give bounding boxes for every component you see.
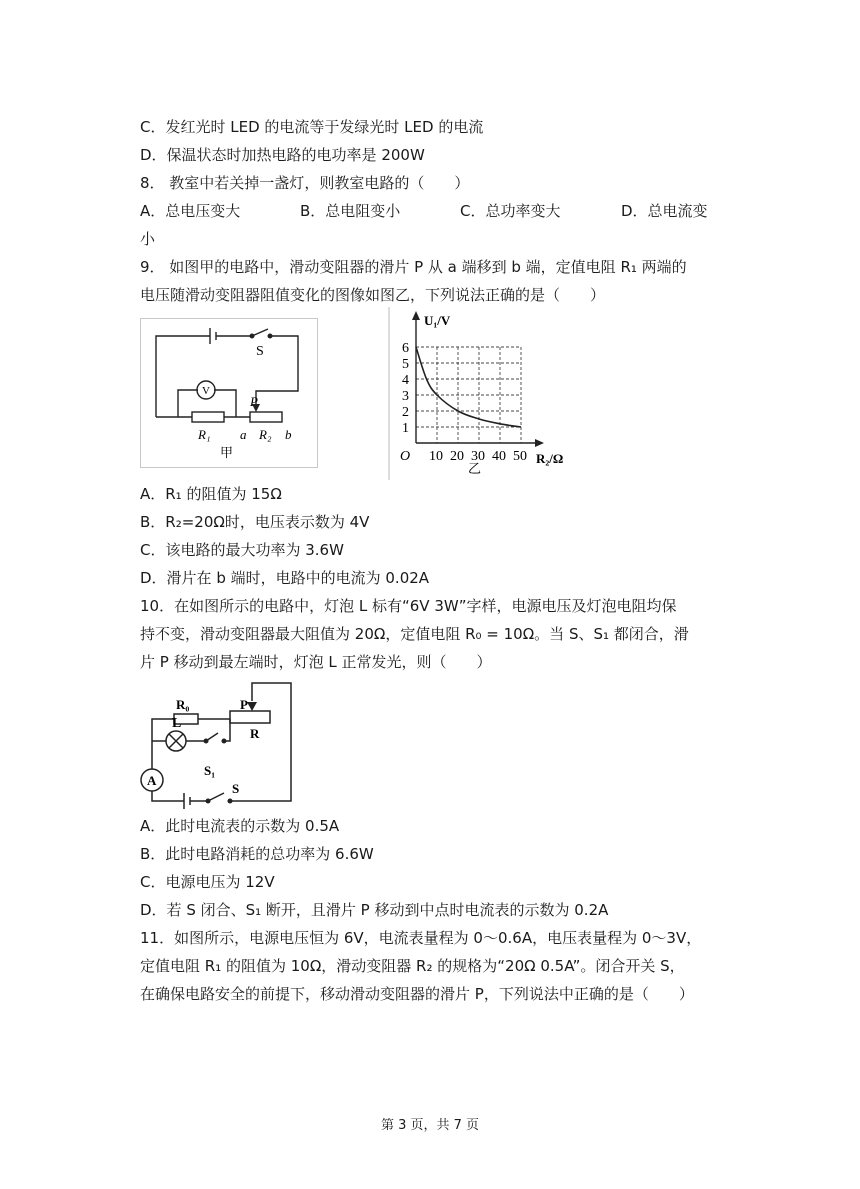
- y-axis-arrow-icon: [412, 311, 420, 320]
- figure-jia-caption: 甲: [220, 445, 234, 460]
- origin-label: O: [400, 449, 411, 464]
- s1-label: S₁: [204, 763, 216, 778]
- q9-option-b: B．R₂=20Ω时，电压表示数为 4V: [140, 513, 370, 531]
- end-a-label: a: [240, 427, 247, 442]
- y-tick-label: 1: [402, 421, 409, 436]
- question-10-stem-1: 10．在如图所示的电路中，灯泡 L 标有“6V 3W”字样，电源电压及灯泡电阻均保: [140, 597, 677, 615]
- r1-label: R₁: [198, 427, 211, 442]
- y-tick-label: 2: [402, 405, 409, 420]
- page-footer: 第 3 页，共 7 页: [380, 1118, 480, 1133]
- q8-option-b: B．总电阻变小: [300, 202, 401, 220]
- r2-label: R₂: [259, 427, 272, 442]
- x-tick-label: 10: [429, 449, 443, 464]
- question-11-stem-2: 定值电阻 R₁ 的阻值为 10Ω，滑动变阻器 R₂ 的规格为“20Ω 0.5A”。闭合开关 S，: [140, 957, 685, 975]
- q9-option-d: D．滑片在 b 端时，电路中的电流为 0.02A: [140, 569, 430, 587]
- y-tick-label: 5: [402, 357, 409, 372]
- question-11-stem-1: 11．如图所示，电源电压恒为 6V，电流表量程为 0～0.6A，电压表量程为 0～3V，: [140, 929, 702, 947]
- q10-option-a: A．此时电流表的示数为 0.5A: [140, 817, 340, 835]
- voltage-curve: [416, 347, 521, 427]
- question-9-stem-1: 9． 如图甲的电路中，滑动变阻器的滑片 P 从 a 端移到 b 端，定值电阻 R₁ 两端的: [140, 258, 687, 276]
- option-d-power: D．保温状态时加热电路的电功率是 200W: [140, 146, 425, 164]
- r0-label: R₀: [176, 697, 190, 712]
- circuit-figure-jia: [140, 318, 318, 468]
- x-tick-label: 20: [450, 449, 464, 464]
- slider-p-label: P: [240, 697, 248, 712]
- y-tick-label: 4: [402, 373, 409, 388]
- x-tick-label: 50: [513, 449, 527, 464]
- x-axis-arrow-icon: [535, 439, 544, 447]
- figure-yi-caption: 乙: [468, 461, 482, 476]
- q10-option-b: B．此时电路消耗的总功率为 6.6W: [140, 845, 374, 863]
- y-tick-label: 6: [402, 341, 409, 356]
- circuit-figure-q10: [138, 681, 298, 809]
- q10-option-c: C．电源电压为 12V: [140, 873, 275, 891]
- x-tick-label: 30: [471, 449, 485, 464]
- ammeter-label: A: [147, 773, 157, 788]
- y-tick-label: 3: [402, 389, 409, 404]
- x-axis-label: R₂/Ω: [536, 451, 564, 466]
- q8-option-c: C．总功率变大: [460, 202, 561, 220]
- q8-option-d: D．总电流变: [621, 202, 708, 220]
- q8-option-d-continued: 小: [140, 230, 156, 248]
- question-11-stem-3: 在确保电路安全的前提下，移动滑动变阻器的滑片 P，下列说法中正确的是（ ）: [140, 985, 694, 1003]
- question-8-stem: 8． 教室中若关掉一盏灯，则教室电路的（ ）: [140, 174, 470, 192]
- option-c-led: C．发红光时 LED 的电流等于发绿光时 LED 的电流: [140, 118, 484, 136]
- switch-label: S: [256, 344, 264, 359]
- end-b-label: b: [285, 427, 292, 442]
- question-9-stem-2: 电压随滑动变阻器阻值变化的图像如图乙，下列说法正确的是（ ）: [140, 286, 606, 304]
- grid-lines: [416, 347, 521, 443]
- q10-option-d: D．若 S 闭合、S₁ 断开，且滑片 P 移动到中点时电流表的示数为 0.2A: [140, 901, 609, 919]
- q8-option-a: A．总电压变大: [140, 202, 241, 220]
- switch-s-label: S: [232, 781, 240, 796]
- rheostat-slider-icon: [247, 702, 257, 711]
- question-10-stem-2: 持不变，滑动变阻器最大阻值为 20Ω，定值电阻 R₀ = 10Ω。当 S、S₁ 都闭合，滑: [140, 625, 689, 643]
- x-tick-label: 40: [492, 449, 506, 464]
- lamp-label: L: [172, 716, 182, 731]
- question-10-stem-3: 片 P 移动到最左端时，灯泡 L 正常发光，则（ ）: [140, 653, 492, 671]
- y-axis-label: U₁/V: [424, 313, 451, 328]
- rheostat-label: R: [250, 726, 260, 741]
- q9-option-c: C．该电路的最大功率为 3.6W: [140, 541, 344, 559]
- voltmeter-label: V: [202, 385, 210, 397]
- graph-figure-yi: [388, 307, 578, 480]
- q9-option-a: A．R₁ 的阻值为 15Ω: [140, 485, 282, 503]
- slider-label: P: [250, 394, 258, 409]
